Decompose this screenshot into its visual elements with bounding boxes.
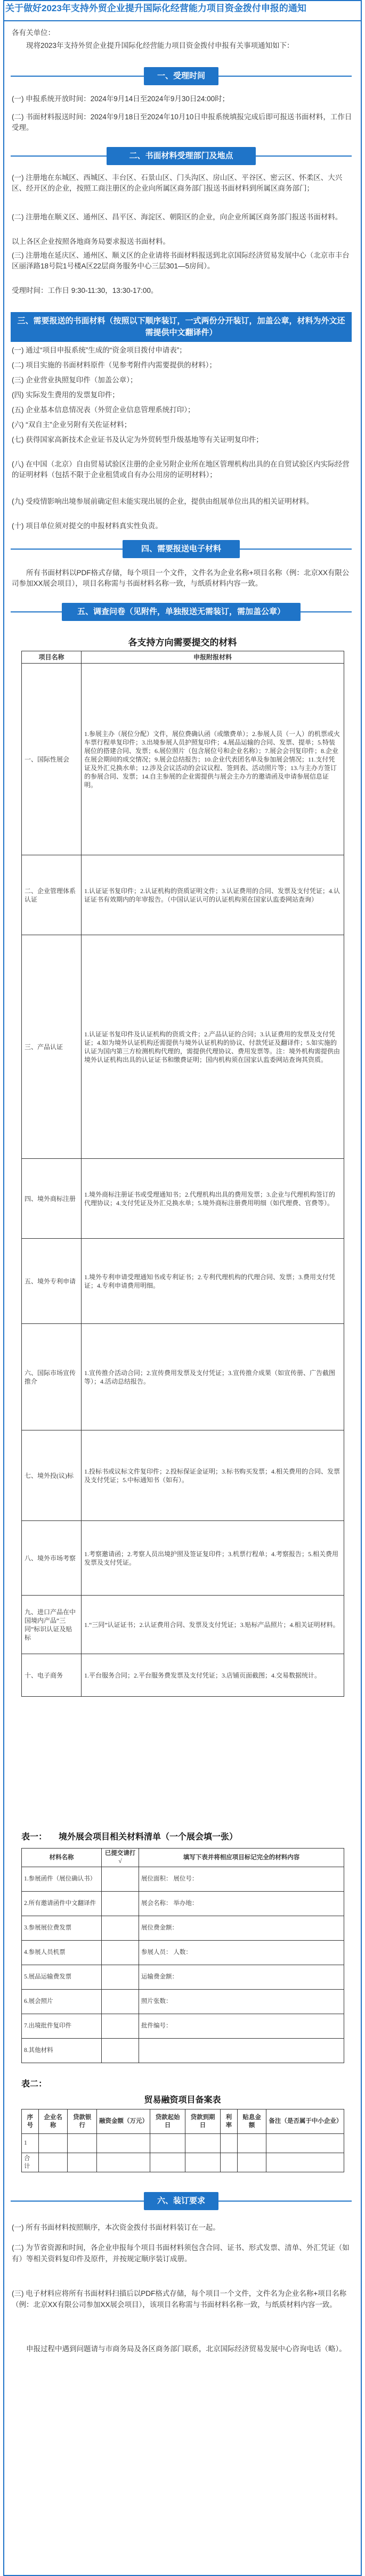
cell: 6.展会照片	[22, 1990, 102, 2014]
row-name: 三、产品认证	[22, 935, 82, 1159]
sec3-item-7: (七) 获得国家高新技术企业证书及认定为外贸转型升级基地等有关证明复印件；	[12, 436, 263, 444]
sec3-item-6: (六) “双自主”企业另附有关佐证材料；	[12, 421, 132, 429]
table-row	[22, 855, 344, 935]
sec2-item-2: (二) 注册地在顺义区、通州区、昌平区、海淀区、朝阳区的企业，向企业所属区商务部门报送书面材料。	[12, 213, 343, 221]
cell	[139, 2039, 344, 2063]
table2-col: 贷款到期日	[185, 2109, 221, 2134]
materials-table-title: 各支持方向需要提交的材料	[128, 637, 237, 648]
row-name: 五、境外专利申请	[22, 1239, 82, 1324]
sec2-item-5: 受理时间：工作日 9:30-11:30，13:30-17:00。	[12, 287, 158, 295]
table-row	[22, 1892, 344, 1916]
row-content: 1.投标书或议标文件复印件；2.投标保证金证明；3.标书购买发票；4.相关费用的合同、发票及支付凭证；5.中标通知书（如有）。	[82, 1430, 344, 1521]
table-row	[22, 1159, 344, 1239]
cell: 展位面积： 展位号：	[139, 1867, 344, 1892]
salutation: 各有关单位：	[12, 29, 55, 37]
table-row	[22, 2134, 344, 2153]
materials-table-header	[22, 651, 344, 664]
row-name: 一、国际性展会	[22, 664, 82, 855]
materials-table	[21, 651, 344, 1697]
row-name: 二、企业管理体系认证	[22, 855, 82, 935]
cell: 参展人员： 人数：	[139, 1941, 344, 1965]
section-5-header	[11, 603, 352, 621]
row-name: 八、境外市场考察	[22, 1521, 82, 1596]
section-6-header	[11, 2192, 352, 2210]
section-6-title: 六、装订要求	[144, 2192, 218, 2210]
title-divider	[3, 20, 362, 21]
table-row	[22, 1916, 344, 1941]
table-row	[22, 2153, 344, 2172]
cell: 批件编号：	[139, 2014, 344, 2039]
sec1-item-2: (二) 书面材料报送时间：2024年9月18日至2024年10月10日申报系统填报完成后即可报送书面材料，工作日受理。	[12, 113, 352, 132]
table-row	[22, 1867, 344, 1892]
table1-col-3: 填写下表并将相应项目标记完全的材料内容	[139, 1849, 344, 1867]
section-3-title: 三、需要报送的书面材料（按照以下顺序装订，一式两份分开装订，加盖公章，材料为外文还需提供中文翻译件）	[11, 312, 352, 342]
cell: 7.出境批件复印件	[22, 2014, 102, 2039]
checkbox-cell[interactable]	[102, 1990, 139, 2014]
row-content: 1.认证证书复印件及认证机构的资质文件；2.产品认证的合同；3.认证费用的发票及支付凭证；4.如为境外认证机构还需提供与境外认证机构的协议、付款凭证及翻译件；5.如实施的认证为国内第三方检测机构代理的，需提供代理协议、费用发票等。注：境外机构需提供由境外认证机构出具的认证证书和缴费证明；国内机构须在国家认监委网站查询其资质。	[82, 935, 344, 1159]
cell	[150, 2134, 185, 2153]
sec3-item-8: (八) 在中国（北京）自由贸易试验区注册的企业另附企业所在地区管理机构出具的在自贸试验区内实际经营的证明材料（包括不限于企业租赁或自有办公用房的证明材料）；	[12, 460, 350, 479]
cell	[38, 2134, 68, 2153]
table2-col: 企业名称	[38, 2109, 68, 2134]
cell	[185, 2134, 221, 2153]
sec1-item-1: (一) 申报系统开放时间：2024年9月14日至2024年9月30日24:00时；	[12, 95, 230, 103]
cell	[38, 2153, 68, 2172]
cell: 展会名称： 举办地：	[139, 1892, 344, 1916]
table-row	[22, 1990, 344, 2014]
table-row	[22, 1654, 344, 1697]
notice-title: 关于做好2023年支持外贸企业提升国际化经营能力项目资金拨付申报的通知	[5, 3, 306, 13]
table-row	[22, 1521, 344, 1596]
materials-col-name: 项目名称	[22, 651, 82, 664]
section-4-header	[11, 540, 352, 558]
table1-header	[22, 1849, 344, 1867]
cell: 运输费金额：	[139, 1965, 344, 1990]
sec3-item-4: (四) 实际发生费用的发票复印件；	[12, 391, 119, 399]
checkbox-cell[interactable]	[102, 1867, 139, 1892]
cell	[96, 2153, 150, 2172]
table2-title: 贸易融资项目备案表	[144, 2096, 221, 2105]
section-2-header	[11, 147, 352, 165]
row-content: 1.宣传推介活动合同；2.宣传费用发票及支付凭证；3.宣传推介成果（如宣传册、广告截图等）；4.活动总结报告。	[82, 1324, 344, 1430]
table2-col: 贴息金额	[237, 2109, 266, 2134]
sec3-item-2: (二) 项目实施的书面材料原件（见参考附件内需要提供的材料）；	[12, 361, 216, 369]
cell: 3.参展展位费发票	[22, 1916, 102, 1941]
cell: 5.展品运输费发票	[22, 1965, 102, 1990]
cell: 1.参展函件（展位确认书）	[22, 1867, 102, 1892]
cell: 2.所有邀请函件中文翻译件	[22, 1892, 102, 1916]
table-row	[22, 2014, 344, 2039]
row-name: 四、境外商标注册	[22, 1159, 82, 1239]
cell	[266, 2134, 344, 2153]
cell: 展位费金额：	[139, 1916, 344, 1941]
row-name: 七、境外投(议)标	[22, 1430, 82, 1521]
sec6-closing: 申报过程中遇到问题请与市商务局及各区商务部门联系，北京国际经济贸易发展中心咨询电话（略）。	[26, 2345, 346, 2353]
row-content: 1.考察邀请函；2.考察人员出境护照及签证复印件；3.机票行程单；4.考察报告；5.相关费用发票及支付凭证。	[82, 1521, 344, 1596]
cell	[96, 2134, 150, 2153]
section-1-title: 一、受理时间	[144, 67, 218, 85]
intro-text: 现将2023年支持外贸企业提升国际化经营能力项目资金拨付申报有关事项通知如下：	[26, 42, 294, 50]
exhibition-materials-table	[21, 1848, 344, 2063]
table2-header	[22, 2109, 344, 2134]
table2-col: 利率	[220, 2109, 237, 2134]
table1-col-1: 材料名称	[22, 1849, 102, 1867]
checkbox-cell[interactable]	[102, 1892, 139, 1916]
cell	[68, 2153, 97, 2172]
trade-finance-table	[21, 2109, 344, 2172]
cell: 1	[22, 2134, 39, 2153]
sec2-item-1: (一) 注册地在东城区、西城区、丰台区、石景山区、门头沟区、房山区、平谷区、密云区、怀柔区、大兴区、经开区的企业，按照工商注册区的企业向所属区商务部门报送书面材料到所属区商务部门；	[12, 174, 343, 192]
row-name: 六、国际市场宣传推介	[22, 1324, 82, 1430]
materials-col-content: 申报附报材料	[82, 651, 344, 664]
cell	[220, 2153, 237, 2172]
cell	[266, 2153, 344, 2172]
cell	[220, 2134, 237, 2153]
cell: 照片张数：	[139, 1990, 344, 2014]
section-2-title: 二、书面材料受理部门及地点	[107, 147, 256, 165]
row-name: 十、电子商务	[22, 1654, 82, 1697]
sec4-text: 所有书面材料以PDF格式存储，每个项目一个文件，文件名为企业名称+项目名称（例：北京XX有限公司参加XX展会项目），项目名称需与书面材料名称一致，与纸质材料内容一致。	[12, 569, 350, 587]
table-row	[22, 664, 344, 855]
cell	[68, 2134, 97, 2153]
row-content: 1.“三同”认证证书；2.认证费用合同、发票及支付凭证；3.贴标产品照片；4.相关证明材料。	[82, 1596, 344, 1654]
table-row	[22, 935, 344, 1159]
table2-col: 贷款起始日	[150, 2109, 185, 2134]
sec6-item-2: (二) 为节省资源和时间，各企业申报每个项目书面材料须包含合同、证书、形式发票、清单、外汇凭证（如有）等相关资料复印件及原件，并按规定顺序装订成册。	[12, 2244, 350, 2263]
checkbox-cell[interactable]	[102, 2039, 139, 2063]
section-5-title: 五、调查问卷（见附件，单独报送无需装订，需加盖公章）	[62, 603, 301, 621]
table1-col-2: 已提交请打√	[102, 1849, 139, 1867]
section-4-title: 四、需要报送电子材料	[123, 540, 240, 558]
row-name: 九、进口产品在中国境内产品“三同”标识认证及贴标	[22, 1596, 82, 1654]
checkbox-cell[interactable]	[102, 1941, 139, 1965]
row-content: 1.境外商标注册证书或受理通知书；2.代理机构出具的费用发票；3.企业与代理机构签订的代理协议；4.支付凭证及外汇兑换水单；5.境外商标注册费用明细（如代理费、官费等）。	[82, 1159, 344, 1239]
row-content: 1.平台服务合同；2.平台服务费发票及支付凭证；3.店铺页面截图；4.交易数据统计。	[82, 1654, 344, 1697]
table1-title: 境外展会项目相关材料清单（一个展会填一张）	[59, 1833, 238, 1842]
table2-col: 序号	[22, 2109, 39, 2134]
sec3-item-1: (一) 通过“项目申报系统”生成的“资金项目拨付申请表”；	[12, 346, 186, 354]
cell	[185, 2153, 221, 2172]
cell	[237, 2134, 266, 2153]
cell	[237, 2153, 266, 2172]
table2-col: 贷款银行	[68, 2109, 97, 2134]
row-content: 1.境外专利申请受理通知书或专利证书；2.专利代理机构的代理合同、发票；3.费用支付凭证；4.专利申请费用明细。	[82, 1239, 344, 1324]
table-row	[22, 1965, 344, 1990]
row-content: 1.参展主办（展位分配）文件，展位费确认函（或缴费单）；2.参展人员（一人）的机票或火车票行程单复印件；3.出境参展人员护照复印件；4.展品运输的合同、发票、提单；5.特装展位的搭建合同、发票；6.展位照片（包含展位号和企业名称）；7.展会会刊复印件；8.企业在展会期间的成交情况；9.展会总结报告；10.企业代表团名单及参加展会情况；11.支付凭证及外汇兑换水单；12.涉及会议活动的会议议程、签到表、活动照片等；13.与主办方签订的参展合同、发票；14.自主参展的企业需提供与展会主办方的邀请函及申请参展信息证明。	[82, 664, 344, 855]
checkbox-cell[interactable]	[102, 2014, 139, 2039]
cell	[150, 2153, 185, 2172]
sec3-item-5: (五) 企业基本信息情况表（外贸企业信息管理系统打印）；	[12, 406, 195, 414]
table1-caption: 表一：	[21, 1833, 47, 1842]
table-row	[22, 1239, 344, 1324]
checkbox-cell[interactable]	[102, 1965, 139, 1990]
table-row	[22, 1324, 344, 1430]
table2-col: 融资金额（万元）	[96, 2109, 150, 2134]
table-row	[22, 2039, 344, 2063]
sec3-item-10: (十) 项目单位须对提交的申报材料真实性负责。	[12, 522, 163, 530]
sec2-item-3: 以上各区企业按照各地商务局要求报送书面材料。	[12, 238, 170, 246]
table-row	[22, 1941, 344, 1965]
sec3-item-3: (三) 企业营业执照复印件（加盖公章）；	[12, 376, 137, 384]
sec3-item-9: (九) 受疫情影响出境参展前确定但未能实现出展的企业，提供由组展单位出具的相关证明材料。	[12, 497, 314, 505]
cell: 4.参展人员机票	[22, 1941, 102, 1965]
sec2-item-4: (三) 注册地在延庆区、通州区、顺义区的企业请将书面材料报送到北京国际经济贸易发展中心（北京市丰台区丽泽路18号院1号楼A区22层商务服务中心三层301—5房间）。	[12, 251, 350, 270]
cell: 8.其他材料	[22, 2039, 102, 2063]
table2-col: 备注（是否属于中小企业）	[266, 2109, 344, 2134]
checkbox-cell[interactable]	[102, 1916, 139, 1941]
cell: 合计	[22, 2153, 39, 2172]
section-1-header	[11, 67, 352, 85]
table-row	[22, 1596, 344, 1654]
sec6-item-1: (一) 所有书面材料按照顺序，本次资金拨付书面材料装订在一起。	[12, 2223, 220, 2231]
table2-caption: 表二：	[21, 2080, 47, 2089]
table-row	[22, 1430, 344, 1521]
row-content: 1.认证证书复印件；2.认证机构的资质证明文件；3.认证费用的合同、发票及支付凭证；4.认证证书有效期内的年审报告。（中国认证认可的认证机构须在国家认监委网站查询）	[82, 855, 344, 935]
sec6-item-3: (三) 电子材料应将所有书面材料扫描后以PDF格式存储，每个项目一个文件，文件名为企业名称+项目名称（例：北京XX有限公司参加XX展会项目），该项目名称需与书面材料名称一致，与纸质材料内容一致。	[12, 2289, 347, 2309]
